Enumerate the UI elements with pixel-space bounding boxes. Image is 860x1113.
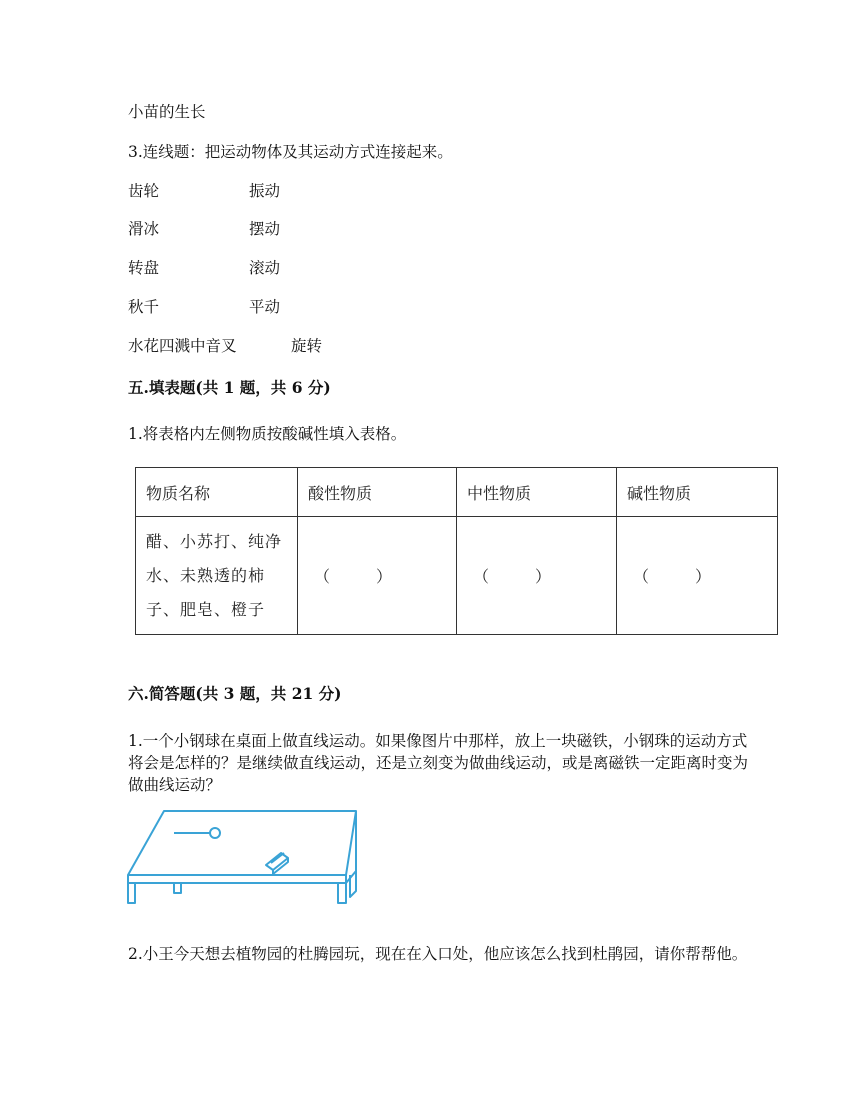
header-basic: 碱性物质 <box>617 468 778 517</box>
header-neutral: 中性物质 <box>457 468 617 517</box>
section5-heading: 五.填表题(共 1 题，共 6 分) <box>128 378 331 397</box>
paren-open: （ <box>633 567 650 586</box>
q3-title: 3.连线题：把运动物体及其运动方式连接起来。 <box>128 143 453 161</box>
match-left-4: 秋千 <box>128 298 160 316</box>
steel-ball <box>210 828 220 838</box>
paren-close: ） <box>376 567 393 586</box>
match-left-3: 转盘 <box>128 259 160 277</box>
magnet <box>266 853 288 874</box>
table-leg-front-left <box>128 883 135 903</box>
header-substance: 物质名称 <box>136 468 298 517</box>
paren-open: （ <box>314 567 331 586</box>
header-acidic: 酸性物质 <box>298 468 457 517</box>
paren-open: （ <box>473 567 490 586</box>
match-left-2: 滑冰 <box>128 220 160 238</box>
intro-line: 小苗的生长 <box>128 103 206 121</box>
match-left-5: 水花四溅中音叉 <box>128 337 237 355</box>
table-leg-back-left <box>174 883 181 893</box>
table-magnet-figure <box>124 805 364 907</box>
section6-q2: 2.小王今天想去植物园的杜腾园玩，现在在入口处，他应该怎么找到杜鹃园，请你帮帮他。 <box>128 945 748 963</box>
substance-list: 醋、小苏打、纯净水、未熟透的柿子、肥皂、橙子 <box>136 517 298 635</box>
tabletop <box>128 811 356 875</box>
match-left-1: 齿轮 <box>128 182 160 200</box>
basic-answer-cell[interactable] <box>617 517 778 635</box>
table-leg-front-right <box>338 883 346 903</box>
match-right-1: 振动 <box>249 182 281 200</box>
match-right-4: 平动 <box>249 298 281 316</box>
section6-q1: 1.一个小钢球在桌面上做直线运动。如果像图片中那样，放上一块磁铁，小钢珠的运动方式将会是怎样的？是继续做直线运动，还是立刻变为做曲线运动，或是离磁铁一定距离时变为做曲线运动？ <box>128 732 749 794</box>
paren-close: ） <box>695 567 712 586</box>
match-right-2: 摆动 <box>249 220 281 238</box>
match-right-5: 旋转 <box>291 337 323 355</box>
paren-close: ） <box>535 567 552 586</box>
section6-heading: 六.简答题(共 3 题，共 21 分) <box>128 684 342 703</box>
table-row <box>136 517 778 635</box>
table-header-row <box>136 468 778 517</box>
neutral-answer-cell[interactable] <box>457 517 617 635</box>
tabletop-edge <box>128 875 346 883</box>
section5-q1: 1.将表格内左侧物质按酸碱性填入表格。 <box>128 425 407 443</box>
acid-base-table <box>135 467 778 635</box>
acidic-answer-cell[interactable] <box>298 517 457 635</box>
match-right-3: 滚动 <box>249 259 281 277</box>
